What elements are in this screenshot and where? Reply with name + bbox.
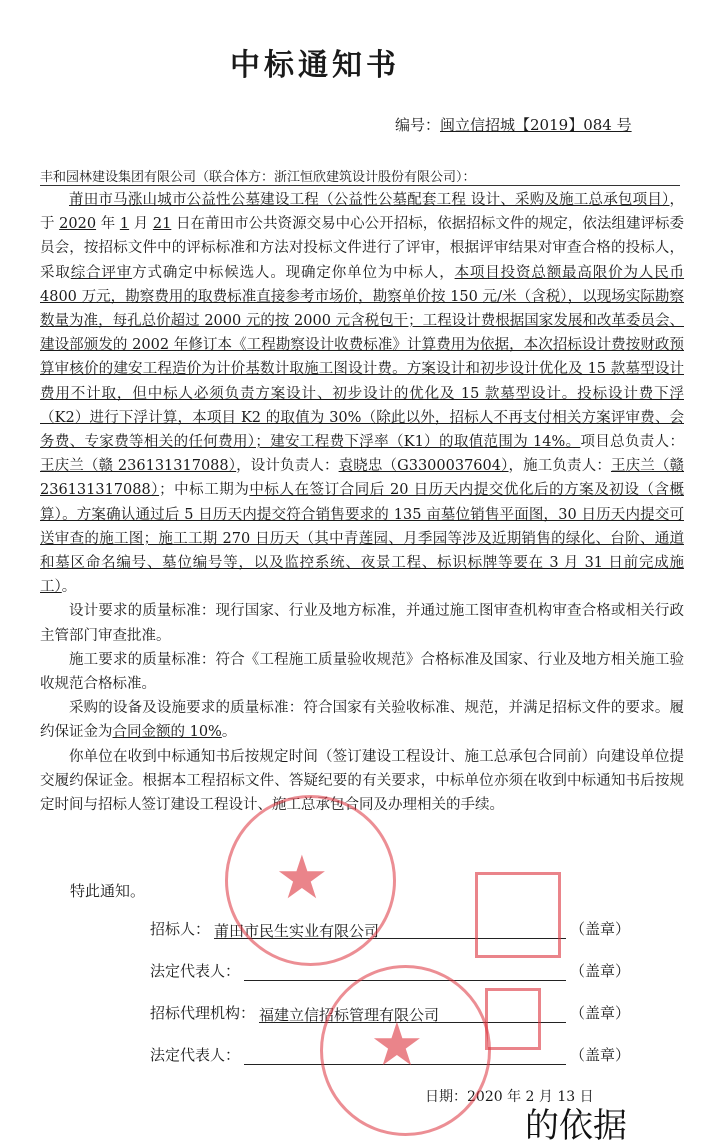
paragraph-2: 设计要求的质量标准：现行国家、行业及地方标准，并通过施工图审查机构审查合格或相关行政主管部门审查批准。 <box>40 603 684 644</box>
notice-body <box>40 188 684 817</box>
paragraph-1 <box>40 188 684 599</box>
text-run: ，设计负责人： <box>236 458 339 475</box>
paragraph-5: 你单位在收到中标通知书后按规定时间（签订建设工程设计、施工总承包合同前）向建设单位提交履约保证金。根据本工程招标文件、答疑纪要的有关要求，中标单位亦须在收到中标通知书后按规定时间与招标人签订建设工程设计、施工总承包合同及办理相关的手续。 <box>40 748 684 814</box>
document-number-label: 编号： <box>395 116 441 134</box>
personal-seal-1 <box>475 872 561 958</box>
tender-year: 2020 <box>59 216 97 233</box>
seal-note: （盖章） <box>569 920 630 938</box>
text-run: 日在莆田市公共资源交易中心公开招标，依据招标文件的规定，依法组建评标委员会，按招标文件中的评标标准和方法对投标文件进行了评审，根据评审结果对审查合格的投标人，采取 <box>40 216 685 281</box>
stamp-star-icon: ★ <box>275 843 329 913</box>
project-manager: 王庆兰（赣 236131317088） <box>40 458 237 475</box>
closing: 特此通知。 <box>70 882 146 900</box>
text-run: 年 <box>96 216 120 233</box>
signature-label: 法定代表人： <box>150 962 241 980</box>
performance-bond: 合同金额的 10% <box>112 724 222 741</box>
schedule-terms: 中标人在签订合同后 20 日历天内提交优化后的方案及初设（含概算）。方案确认通过后 5 日历天内提交符合销售要求的 135 亩墓位销售平面图，30 日历天内提交可送审查的施工图；施工工期 270 日历天（其中青莲园、月季园等涉及近期销售的绿化、台阶、通道和墓区命名编号、墓位编号等，以及监控系统、夜景工程、标识标牌等要在 3 月 31 日前完成施工） <box>40 482 684 596</box>
seal-note: （盖章） <box>569 1046 630 1064</box>
evaluation-method: 综合评审 <box>70 264 133 281</box>
construction-manager: 王庆兰（赣 236131317088） <box>40 458 685 499</box>
signature-value: 福建立信招标管理有限公司 <box>259 1004 566 1023</box>
price-terms: 本项目投资总额最高限价为人民币 4800 万元，勘察费用的取费标准直接参考市场价，勘察单价按 150 元/米（含税），以现场实际勘察数量为准，每孔总价超过 2000 元的按 2000 元含税包干；工程设计费根据国家发展和改革委员会、建设部颁发的 2002 年修订本《工程勘察设计收费标准》计算费用为依据，本次招标设计费按财政预算审核价的建安工程造价为计价基数计取施工图设计费。方案设计和初步设计优化及 15 款墓型设计费用不计取，但中标人必须负责方案设计、初步设计的优化及 15 款墓型设计。投标设计费下浮（K2）进行下浮计算，本项目 K2 的取值为 30%（除此以外，招标人不再支付相关方案评审费、会务费、专家费等相关的任何费用）；建安工程费下浮率（K1）的取值范围为 14%。 <box>40 264 685 451</box>
text-run: 项目总负责人： <box>580 434 684 451</box>
project-name: 莆田市马涨山城市公益性公墓建设工程（公益性公墓配套工程 设计、采购及施工总承包项目） <box>69 192 670 208</box>
text-run: 采购的设备及设施要求的质量标准：符合国家有关验收标准、规范，并满足招标文件的要求。履约保证金为 <box>40 700 684 741</box>
seal-note: （盖章） <box>569 1004 630 1022</box>
signature-label: 法定代表人： <box>150 1046 241 1064</box>
tender-day: 21 <box>152 216 172 233</box>
issue-date: 日期：2020 年 2 月 13 日 <box>425 1089 594 1105</box>
signature-value: 莆田市民生实业有限公司 <box>214 920 566 939</box>
page-title: 中标通知书 <box>230 48 400 83</box>
text-run: 。 <box>221 724 237 741</box>
recipient: 丰和园林建设集团有限公司（联合体方：浙江恒欣建筑设计股份有限公司）： <box>40 166 680 186</box>
text-run: ，施工负责人： <box>508 458 611 475</box>
signature-label: 招标代理机构： <box>150 1004 256 1022</box>
seal-note: （盖章） <box>569 962 630 980</box>
document-number <box>395 114 632 135</box>
personal-seal-2 <box>485 988 541 1050</box>
design-manager: 袁晓忠（G3300037604） <box>338 458 509 475</box>
paragraph-3: 施工要求的质量标准：符合《工程施工质量验收规范》合格标准及国家、行业及地方相关施工验收规范合格标准。 <box>40 651 684 693</box>
paragraph-4 <box>40 696 684 744</box>
text-run: ，于 <box>40 192 684 233</box>
text-run: 。 <box>61 579 77 596</box>
text-run: ；中标工期为 <box>159 482 250 499</box>
stamp-star-icon: ★ <box>370 1010 424 1080</box>
signature-label: 招标人： <box>150 920 211 938</box>
document-number-value: 闽立信招城【2019】084 号 <box>440 116 632 134</box>
handwritten-note: 的依据 <box>525 1106 627 1146</box>
text-run: 月 <box>129 216 153 233</box>
text-run: 方式确定中标候选人。现确定你单位为中标人， <box>132 264 455 281</box>
tender-month: 1 <box>119 216 130 233</box>
